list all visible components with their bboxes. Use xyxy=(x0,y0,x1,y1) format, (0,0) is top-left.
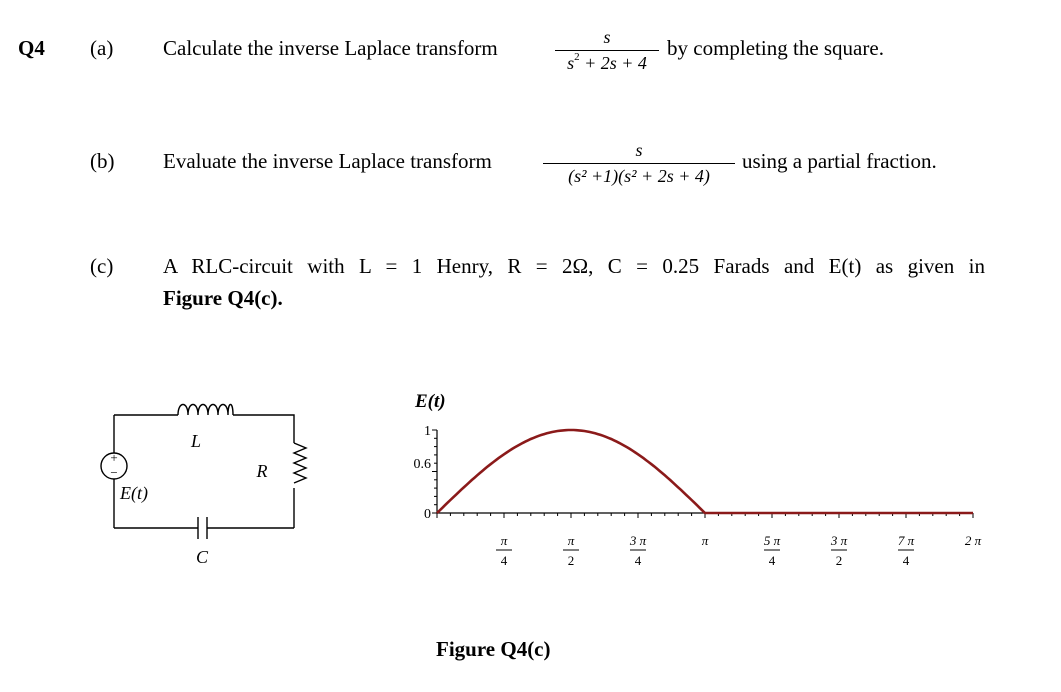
part-b-denominator: (s² +1)(s² + 2s + 4) xyxy=(568,166,710,186)
chart-x-tick-numerator: 3 π xyxy=(629,533,647,548)
chart-x-tick-denominator: 4 xyxy=(768,553,776,568)
part-a-text-after: by completing the square. xyxy=(667,36,884,60)
part-a-numerator: s xyxy=(603,27,611,47)
part-a-fraction xyxy=(555,27,659,74)
part-b-label: (b) xyxy=(90,149,115,173)
chart-x-tick-numerator: 5 π xyxy=(763,533,781,548)
chart-series-line xyxy=(437,430,973,513)
part-a-denominator: $s^2 + 2s + 4$ xyxy=(567,51,647,73)
part-c-label: (c) xyxy=(90,254,114,278)
part-b-text: Evaluate the inverse Laplace transform xyxy=(163,149,492,173)
chart-y-tick-label: 1 xyxy=(424,424,431,439)
chart-x-tick-denominator: 2 xyxy=(567,553,575,568)
chart-x-tick-label xyxy=(702,533,709,548)
chart-x-tick-numerator: 7 π xyxy=(897,533,915,548)
chart-y-tick-label: 0.6 xyxy=(413,457,431,473)
chart-x-tick-numerator: π xyxy=(701,533,709,548)
chart-x-tick-denominator: 4 xyxy=(634,553,642,568)
part-b-fraction xyxy=(543,140,735,187)
chart-x-tick-label xyxy=(898,533,915,568)
source-plus-sign: + xyxy=(110,450,118,465)
chart-y-label: E(t) xyxy=(415,391,446,412)
chart-x-tick-numerator: π xyxy=(500,533,508,548)
fraction-bar xyxy=(543,163,735,164)
part-b-numerator: s xyxy=(635,140,643,160)
part-a-text: Calculate the inverse Laplace transform xyxy=(163,36,498,60)
source-minus-sign: − xyxy=(110,465,118,480)
chart-x-tick-label xyxy=(830,533,848,568)
chart-x-tick-numerator: 2 π xyxy=(964,533,982,548)
chart-x-tick-numerator: π xyxy=(567,533,575,548)
chart-x-tick-denominator: 4 xyxy=(902,553,910,568)
chart-x-tick-denominator: 2 xyxy=(835,553,843,568)
capacitor-label: C xyxy=(195,547,209,567)
chart-x-tick-label xyxy=(764,533,781,568)
part-b-text-after: using a partial fraction. xyxy=(742,149,937,173)
fraction-bar xyxy=(555,50,659,51)
wire xyxy=(233,415,294,443)
part-a-label: (a) xyxy=(90,36,114,60)
question-number: Q4 xyxy=(18,36,45,60)
part-c-line1: A RLC-circuit with L = 1 Henry, R = 2Ω, C = 0.25 Farads and E(t) as given in xyxy=(163,254,985,278)
rlc-circuit-diagram xyxy=(90,395,330,580)
chart-x-tick-numerator: 3 π xyxy=(830,533,848,548)
source-label: E(t) xyxy=(120,483,148,503)
figure-caption: Figure Q4(c) xyxy=(436,637,551,661)
chart-x-tick-label xyxy=(965,533,982,548)
e-of-t-chart xyxy=(395,385,995,585)
inductor-label: L xyxy=(190,431,202,451)
resistor-label: R xyxy=(256,461,268,481)
inductor-symbol xyxy=(178,405,233,416)
chart-x-tick-label xyxy=(629,533,647,568)
chart-y-tick-label: 0 xyxy=(424,507,431,522)
chart-x-tick-label xyxy=(496,533,512,568)
chart-x-tick-label xyxy=(563,533,579,568)
chart-x-tick-denominator: 4 xyxy=(500,553,508,568)
resistor-symbol xyxy=(294,443,306,483)
part-c-line2: Figure Q4(c). xyxy=(163,286,283,310)
